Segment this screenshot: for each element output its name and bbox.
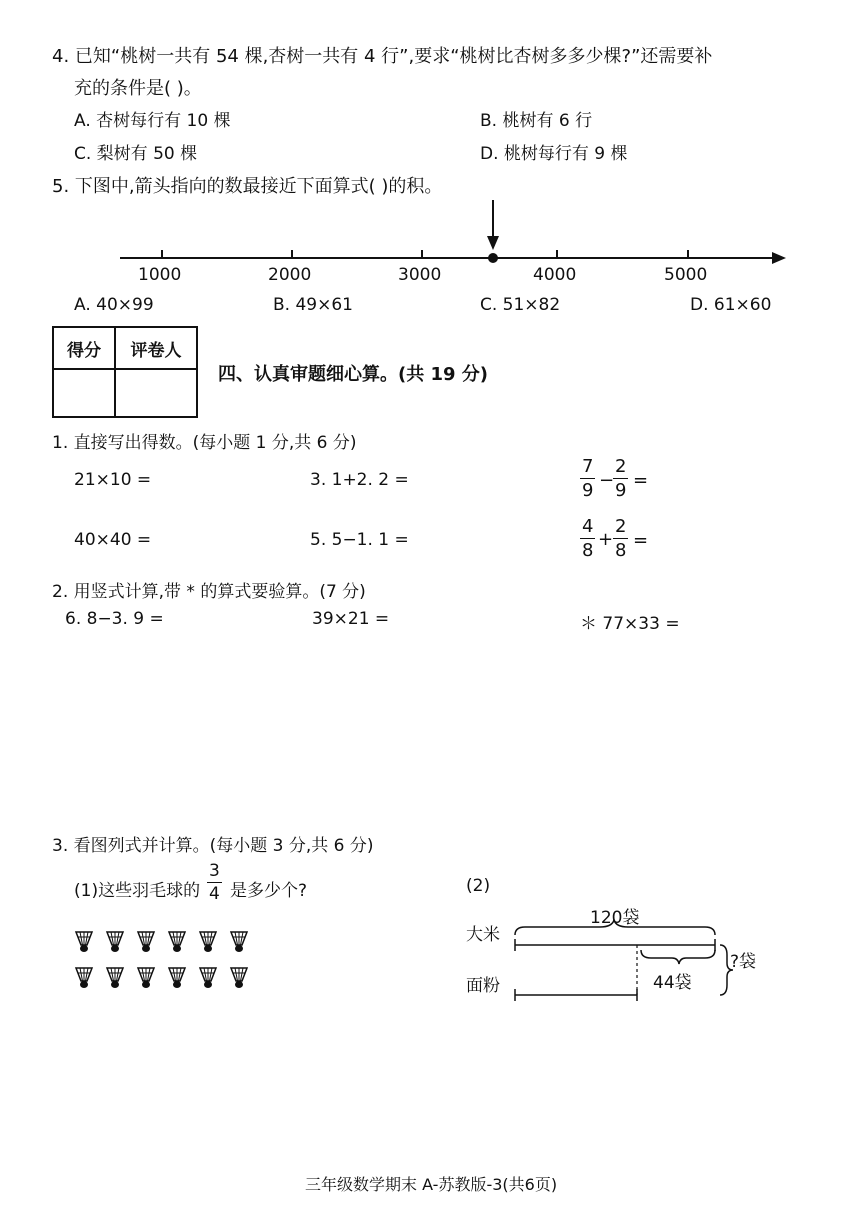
s2-item-2: 39×21 = [312, 609, 390, 629]
q4-stem-line1: 4. 已知“桃树一共有 54 棵,杏树一共有 4 行”,要求“桃树比杏树多多少棵?”还需要补 [52, 46, 713, 67]
s3-heading: 3. 看图列式并计算。(每小题 3 分,共 6 分) [52, 836, 374, 856]
s1-item-3: 40×40 = [74, 530, 152, 550]
s3-p2-label: (2) [466, 876, 491, 896]
q5-option-c: C. 51×82 [480, 295, 561, 315]
number-line-arrowhead [772, 252, 786, 264]
q4-stem-line2: 充的条件是( )。 [74, 78, 202, 99]
fraction-numerator: 4 [582, 516, 594, 537]
s2-item-1: 6. 8−3. 9 = [65, 609, 164, 629]
equals-sign: = [633, 470, 649, 491]
fraction-3-4 [207, 863, 222, 903]
axis-label-5000: 5000 [664, 265, 708, 285]
q5-option-d: D. 61×60 [690, 295, 772, 315]
q4-option-b: B. 桃树有 6 行 [480, 111, 593, 131]
s2-item-3: ＊ 77×33 = [580, 614, 680, 634]
page-footer: 三年级数学期末 A-苏教版-3(共6页) [305, 1175, 558, 1194]
diff-brace [641, 950, 715, 964]
section-title: 四、认真审题细心算。(共 19 分) [218, 364, 489, 385]
s1-item-1: 21×10 = [74, 470, 152, 490]
fraction-denominator: 8 [582, 540, 594, 561]
axis-label-3000: 3000 [398, 265, 442, 285]
score-box [52, 326, 198, 418]
fraction-2-8 [613, 518, 628, 560]
operator-plus: + [598, 529, 614, 550]
fraction-denominator: 4 [209, 884, 220, 904]
grader-header: 评卷人 [115, 327, 197, 369]
fraction-denominator: 9 [615, 480, 627, 501]
diagram-diff-label: 44袋 [653, 973, 692, 993]
score-header: 得分 [53, 327, 115, 369]
q4-option-a: A. 杏树每行有 10 棵 [74, 111, 231, 131]
equals-sign: = [633, 530, 649, 551]
q5-option-b: B. 49×61 [273, 295, 353, 315]
total-brace [515, 920, 715, 935]
number-line-point [488, 253, 498, 263]
axis-label-1000: 1000 [138, 265, 182, 285]
s3-p1-prefix: (1)这些羽毛球的 [74, 881, 201, 901]
fraction-denominator: 8 [615, 540, 627, 561]
diagram-label-rice: 大米 [466, 925, 500, 945]
s1-item-4: 5. 5−1. 1 = [310, 530, 409, 550]
fraction-7-9 [580, 458, 595, 500]
fraction-numerator: 7 [582, 456, 594, 477]
fraction-numerator: 2 [615, 516, 627, 537]
fraction-2-9 [613, 458, 628, 500]
score-cell[interactable] [53, 369, 115, 417]
question-brace [720, 945, 733, 995]
q5-option-a: A. 40×99 [74, 295, 154, 315]
axis-label-4000: 4000 [533, 265, 577, 285]
diagram-total-label: 120袋 [590, 908, 640, 928]
axis-label-2000: 2000 [268, 265, 312, 285]
diagram-question-label: ?袋 [730, 952, 757, 972]
fraction-4-8 [580, 518, 595, 560]
q5-stem: 5. 下图中,箭头指向的数最接近下面算式( )的积。 [52, 176, 443, 197]
s3-p1-suffix: 是多少个? [230, 881, 308, 901]
operator-minus: − [599, 470, 615, 491]
down-arrowhead-icon [487, 236, 499, 250]
fraction-numerator: 3 [209, 861, 220, 881]
fraction-denominator: 9 [582, 480, 594, 501]
segment-diagram [0, 900, 860, 1020]
s2-heading: 2. 用竖式计算,带 * 的算式要验算。(7 分) [52, 582, 366, 602]
grader-cell[interactable] [115, 369, 197, 417]
s1-heading: 1. 直接写出得数。(每小题 1 分,共 6 分) [52, 433, 357, 453]
q4-option-c: C. 梨树有 50 棵 [74, 144, 198, 164]
diagram-label-flour: 面粉 [466, 976, 500, 996]
q4-option-d: D. 桃树每行有 9 棵 [480, 144, 628, 164]
s1-item-2: 3. 1+2. 2 = [310, 470, 409, 490]
fraction-numerator: 2 [615, 456, 627, 477]
